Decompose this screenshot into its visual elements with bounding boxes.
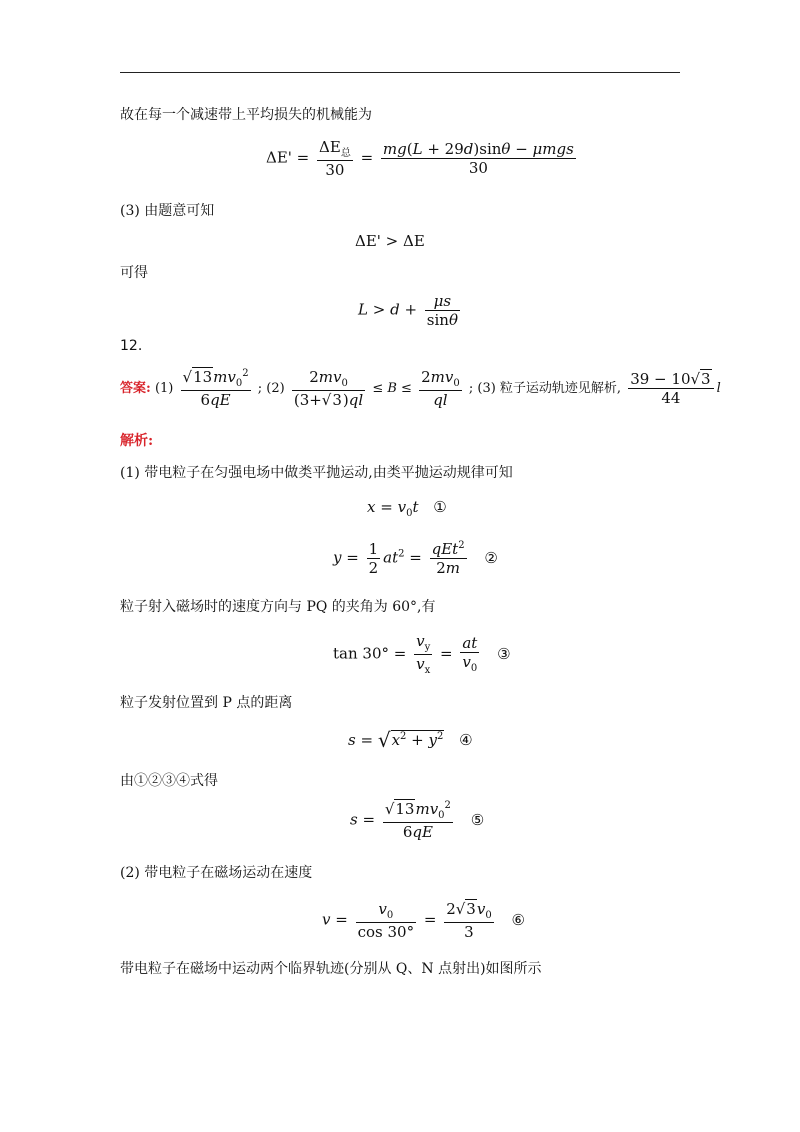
answer-part1-prefix: (1) <box>154 381 174 396</box>
marker-3: ③ <box>497 644 511 663</box>
equation-5: s = $\frac{√13mv_0^2}{6qE}$ ⑤ <box>350 800 485 841</box>
equation-6: v = $\frac{v_0}{\cos 30^\circ}$ = $\frac{2√3v_0}{3}$ ⑥ <box>322 900 525 941</box>
analysis-label: 解析: <box>120 433 154 449</box>
answer-line: 答案: (1) $\frac{√13mv_0^2}{6qE}$ ; (2) $\frac{2mv_0}{(3+√3)ql}$ ≤ B ≤ $\frac{2mv_0}{ql}$ ; (3) 粒子运动轨迹见解析, $\frac{39 - 10√3}{44}$ l <box>120 368 721 409</box>
marker-2: ② <box>484 548 498 567</box>
equation-4: $s = √x^2 + y^2$ ④ <box>348 728 473 752</box>
step1-text: (1) 带电粒子在匀强电场中做类平抛运动,由类平抛运动规律可知 <box>120 465 513 481</box>
marker-4: ④ <box>459 731 473 749</box>
equation-inequality: ΔE' > ΔE <box>355 232 425 250</box>
answer-part2-prefix: ; (2) <box>257 381 285 396</box>
problem-number: 12. <box>120 338 143 354</box>
equation-1: $x = v_0t$ ① <box>367 498 447 519</box>
header-rule <box>120 72 680 73</box>
equation-2: y = $\frac{1}{2}$ $at^2$ = $\frac{qEt^2}{2m}$ ② <box>333 540 498 577</box>
equation-3: tan 30° = $\frac{v_y}{v_x}$ = $\frac{at}{v_0}$ ③ <box>333 632 511 676</box>
distance-text: 粒子发射位置到 P 点的距离 <box>120 695 293 711</box>
part3-label: (3) 由题意可知 <box>120 203 215 219</box>
combine-text: 由①②③④式得 <box>120 773 218 789</box>
answer-part3-text: ; (3) 粒子运动轨迹见解析, <box>468 381 622 396</box>
marker-6: ⑥ <box>511 910 525 929</box>
answer-label: 答案: <box>120 381 151 396</box>
trajectory-text: 带电粒子在磁场中运动两个临界轨迹(分别从 Q、N 点射出)如图所示 <box>120 961 542 977</box>
equation-energy-loss: ΔE' = $\frac{\Delta E_总}{30}$ = $\frac{\text{mg(L + 29d)sinθ − μmgs}}{30}$ <box>266 138 574 179</box>
step2-text: (2) 带电粒子在磁场运动在速度 <box>120 865 313 881</box>
angle-text: 粒子射入磁场时的速度方向与 PQ 的夹角为 60°,有 <box>120 599 436 615</box>
equation-L-condition: L > d + $\frac{\mu s}{\sin\theta}$ <box>358 292 458 329</box>
ke-text: 可得 <box>120 265 148 281</box>
intro-text: 故在每一个减速带上平均损失的机械能为 <box>120 107 372 123</box>
marker-5: ⑤ <box>470 810 485 829</box>
marker-1: ① <box>433 498 447 516</box>
